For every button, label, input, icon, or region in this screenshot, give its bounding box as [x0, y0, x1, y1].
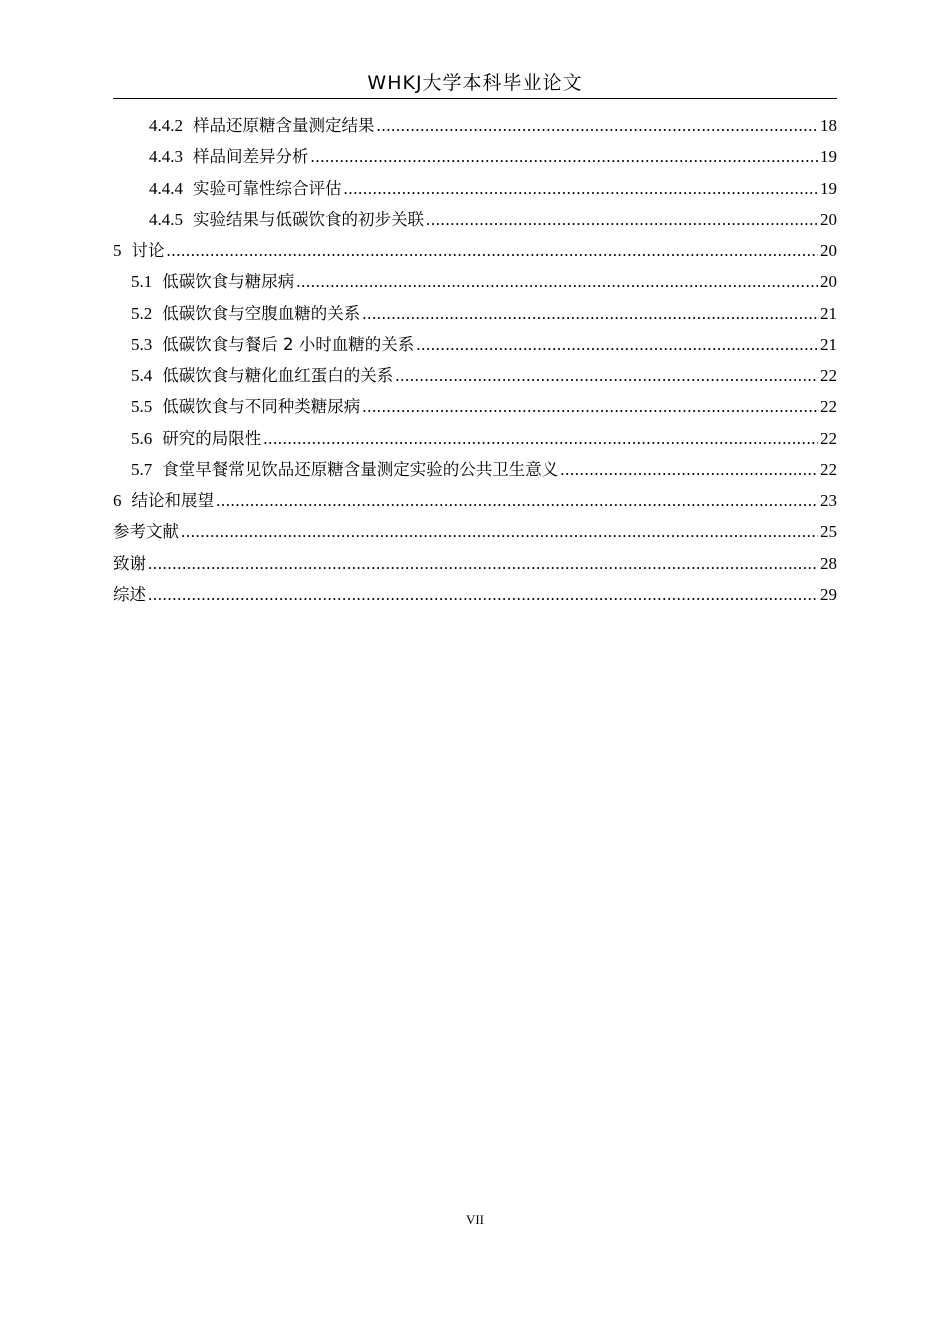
- toc-entry-title: 低碳饮食与不同种类糖尿病: [162, 397, 361, 417]
- toc-entry[interactable]: [113, 329, 837, 360]
- toc-entry-title: 致谢: [113, 553, 146, 573]
- toc-entry-title: 样品间差异分析: [193, 147, 309, 167]
- toc-entry-title: 结论和展望: [131, 491, 214, 510]
- toc-entry-number: 5.7: [131, 459, 153, 479]
- toc-dot-leader: [167, 235, 819, 266]
- toc-entry-number: 5.4: [131, 366, 153, 385]
- page-header: [113, 70, 837, 99]
- toc-entry-page: 21: [820, 334, 837, 354]
- page-footer: [0, 1212, 950, 1228]
- toc-dot-leader: [362, 391, 818, 422]
- toc-entry[interactable]: [113, 204, 837, 235]
- toc-entry-page: 18: [820, 116, 837, 135]
- toc-dot-leader: [263, 423, 818, 454]
- toc-entry-title: 实验结果与低碳饮食的初步关联: [193, 209, 424, 229]
- toc-entry[interactable]: [113, 579, 837, 610]
- toc-entry-number: 5.1: [131, 272, 153, 292]
- toc-entry-page: 22: [820, 459, 837, 479]
- toc-entry[interactable]: [113, 454, 837, 485]
- table-of-contents: [113, 110, 837, 610]
- toc-dot-leader: [296, 266, 818, 297]
- toc-entry[interactable]: [113, 391, 837, 422]
- toc-entry-title: 实验可靠性综合评估: [193, 178, 342, 198]
- toc-dot-leader: [311, 141, 819, 172]
- toc-entry-title: 参考文献: [113, 522, 179, 542]
- toc-entry[interactable]: [113, 298, 837, 329]
- toc-entry-page: 19: [820, 178, 837, 198]
- toc-dot-leader: [362, 298, 818, 329]
- toc-dot-leader: [148, 548, 818, 579]
- toc-entry-title: 低碳饮食与糖尿病: [162, 272, 295, 292]
- toc-entry[interactable]: [113, 423, 837, 454]
- toc-entry-page: 28: [820, 553, 837, 573]
- toc-entry[interactable]: [113, 235, 837, 266]
- toc-entry-number: 4.4.2: [149, 116, 183, 135]
- toc-entry-title: 低碳饮食与餐后 2 小时血糖的关系: [162, 334, 415, 354]
- toc-entry[interactable]: [113, 173, 837, 204]
- toc-entry-number: 6: [113, 491, 122, 510]
- page-number: VII: [465, 1212, 485, 1227]
- toc-entry-number: 5.6: [131, 428, 153, 448]
- toc-entry-title: 讨论: [131, 241, 165, 260]
- toc-entry-number: 4.4.5: [149, 209, 183, 229]
- toc-entry-title: 综述: [113, 584, 146, 604]
- toc-entry[interactable]: [113, 141, 837, 172]
- toc-entry-number: 5.3: [131, 334, 153, 354]
- toc-entry-title: 样品还原糖含量测定结果: [193, 116, 375, 135]
- toc-entry-page: 29: [820, 584, 837, 604]
- toc-entry[interactable]: [113, 266, 837, 297]
- toc-entry-page: 20: [820, 272, 837, 292]
- toc-entry-page: 22: [820, 366, 837, 385]
- toc-dot-leader: [426, 204, 818, 235]
- toc-dot-leader: [377, 110, 819, 141]
- toc-entry-page: 19: [820, 147, 837, 167]
- toc-dot-leader: [216, 485, 818, 516]
- toc-entry-number: 5.2: [131, 303, 153, 323]
- toc-dot-leader: [181, 516, 818, 547]
- toc-entry-number: 4.4.4: [149, 178, 183, 198]
- toc-entry-page: 22: [820, 428, 837, 448]
- toc-entry-title: 食堂早餐常见饮品还原糖含量测定实验的公共卫生意义: [162, 459, 559, 479]
- toc-entry-title: 研究的局限性: [162, 428, 262, 448]
- toc-entry-page: 23: [820, 491, 837, 510]
- toc-entry-page: 20: [820, 241, 837, 260]
- toc-entry-title: 低碳饮食与糖化血红蛋白的关系: [162, 366, 394, 385]
- toc-entry-page: 21: [820, 303, 837, 323]
- toc-dot-leader: [416, 329, 818, 360]
- toc-entry[interactable]: [113, 485, 837, 516]
- toc-dot-leader: [148, 579, 818, 610]
- toc-entry[interactable]: [113, 548, 837, 579]
- toc-entry-page: 25: [820, 522, 837, 542]
- header-title: WHKJ大学本科毕业论文: [367, 72, 583, 94]
- toc-entry[interactable]: [113, 110, 837, 141]
- toc-entry-number: 5.5: [131, 397, 153, 417]
- toc-entry-title: 低碳饮食与空腹血糖的关系: [162, 303, 361, 323]
- toc-entry-page: 22: [820, 397, 837, 417]
- toc-dot-leader: [395, 360, 818, 391]
- toc-entry[interactable]: [113, 516, 837, 547]
- toc-dot-leader: [344, 173, 819, 204]
- toc-entry[interactable]: [113, 360, 837, 391]
- toc-entry-page: 20: [820, 209, 837, 229]
- toc-entry-number: 4.4.3: [149, 147, 183, 167]
- toc-dot-leader: [560, 454, 818, 485]
- toc-entry-number: 5: [113, 241, 122, 260]
